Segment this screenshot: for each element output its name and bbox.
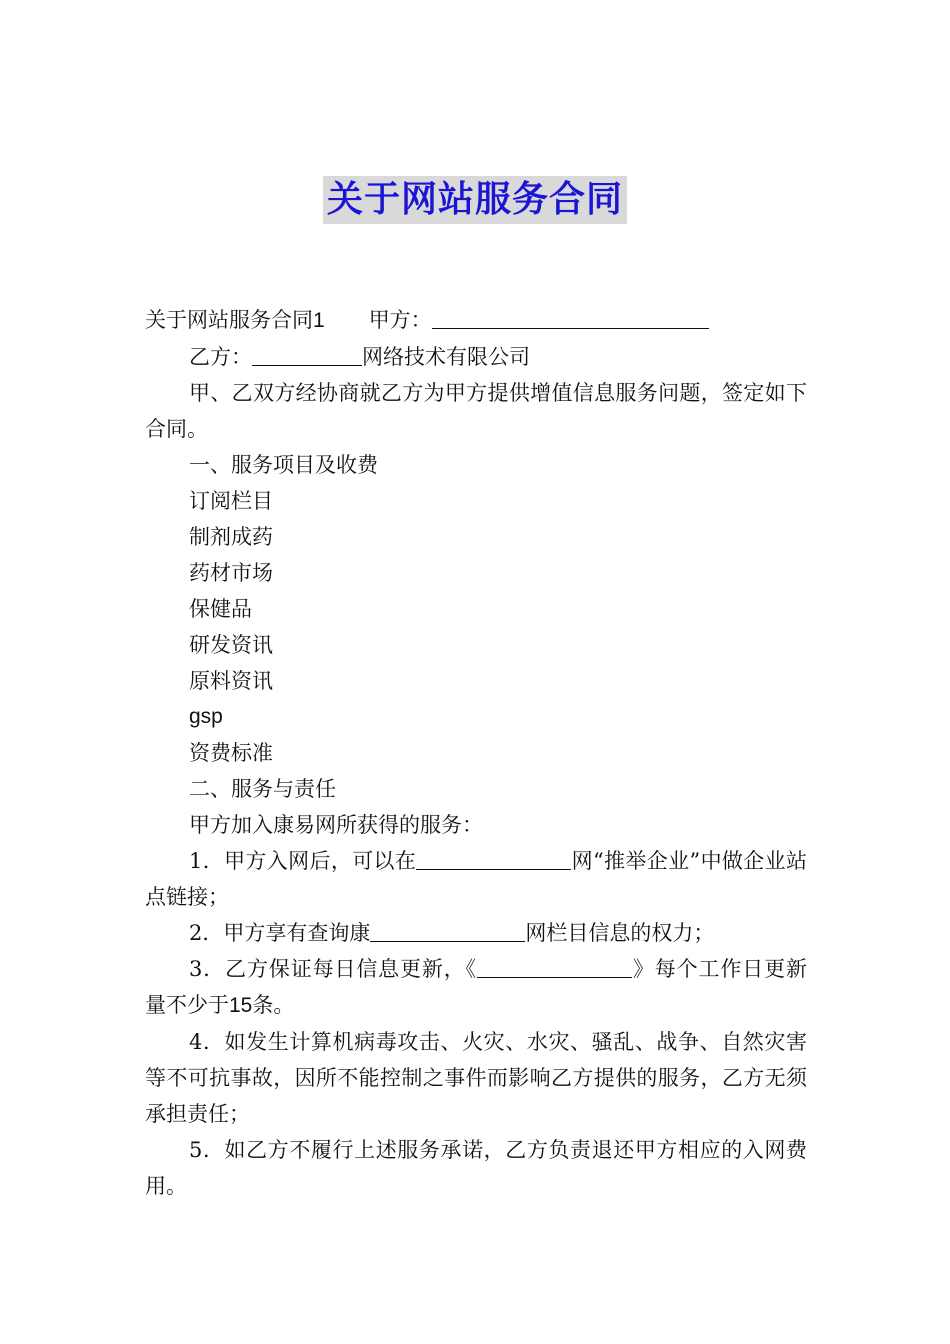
party-b-blank — [252, 341, 362, 366]
section-1-heading: 一、服务项目及收费 — [189, 453, 378, 477]
contract-name-prefix: 关于网站服务合同 — [145, 308, 313, 332]
intro-paragraph: 甲、乙双方经协商就乙方为甲方提供增值信息服务问题，签定如下合同。 — [145, 381, 807, 441]
section-2-heading: 二、服务与责任 — [189, 777, 336, 801]
contract-heading-line — [145, 302, 807, 339]
service-item-raw-materials: 原料资讯 — [189, 669, 273, 693]
party-b-suffix: 网络技术有限公司 — [362, 345, 530, 369]
clause-4: 4．如发生计算机病毒攻击、火灾、水灾、骚乱、战争、自然灾害等不可抗事故，因所不能控制之事件而影响乙方提供的服务，乙方无须承担责任； — [145, 1030, 807, 1126]
clause-2 — [145, 915, 807, 951]
clause-1-blank — [416, 845, 571, 870]
clause-3-number: 15 — [229, 994, 253, 1017]
title-container — [0, 176, 950, 224]
services-intro: 甲方加入康易网所获得的服务： — [189, 813, 483, 837]
party-a-blank — [432, 304, 709, 329]
party-b-label: 乙方： — [189, 345, 252, 369]
clause-3-middle: 》每个工作日更新量不少于 — [145, 957, 807, 1017]
contract-number: 1 — [313, 309, 325, 332]
clause-2-blank — [370, 917, 525, 942]
clause-1 — [145, 843, 807, 915]
party-a-label: 甲方： — [368, 308, 432, 332]
party-b-line — [145, 339, 807, 375]
clause-2-suffix: 网栏目信息的权力； — [525, 921, 715, 945]
clause-1-prefix: 1．甲方入网后，可以在 — [189, 849, 417, 873]
clause-3-prefix: 3．乙方保证每日信息更新，《 — [189, 957, 478, 981]
clause-3-suffix: 条。 — [252, 993, 295, 1017]
clause-5: 5．如乙方不履行上述服务承诺，乙方负责退还甲方相应的入网费用。 — [145, 1138, 807, 1198]
service-item-subscription: 订阅栏目 — [189, 489, 273, 513]
service-item-herb-market: 药材市场 — [189, 561, 273, 585]
document-body — [145, 302, 807, 1204]
service-item-preparations: 制剂成药 — [189, 525, 273, 549]
service-item-health-products: 保健品 — [189, 597, 252, 621]
service-item-rd-news: 研发资讯 — [189, 633, 273, 657]
clause-3-blank — [477, 953, 632, 978]
clause-2-prefix: 2．甲方享有查询康 — [189, 921, 371, 945]
clause-1-suffix: 网“推举企业”中做企业站点链接； — [145, 849, 807, 909]
service-item-fee-standard: 资费标准 — [189, 741, 273, 765]
service-item-gsp: gsp — [189, 705, 223, 728]
document-title: 关于网站服务合同 — [323, 176, 627, 224]
clause-3 — [145, 951, 807, 1024]
